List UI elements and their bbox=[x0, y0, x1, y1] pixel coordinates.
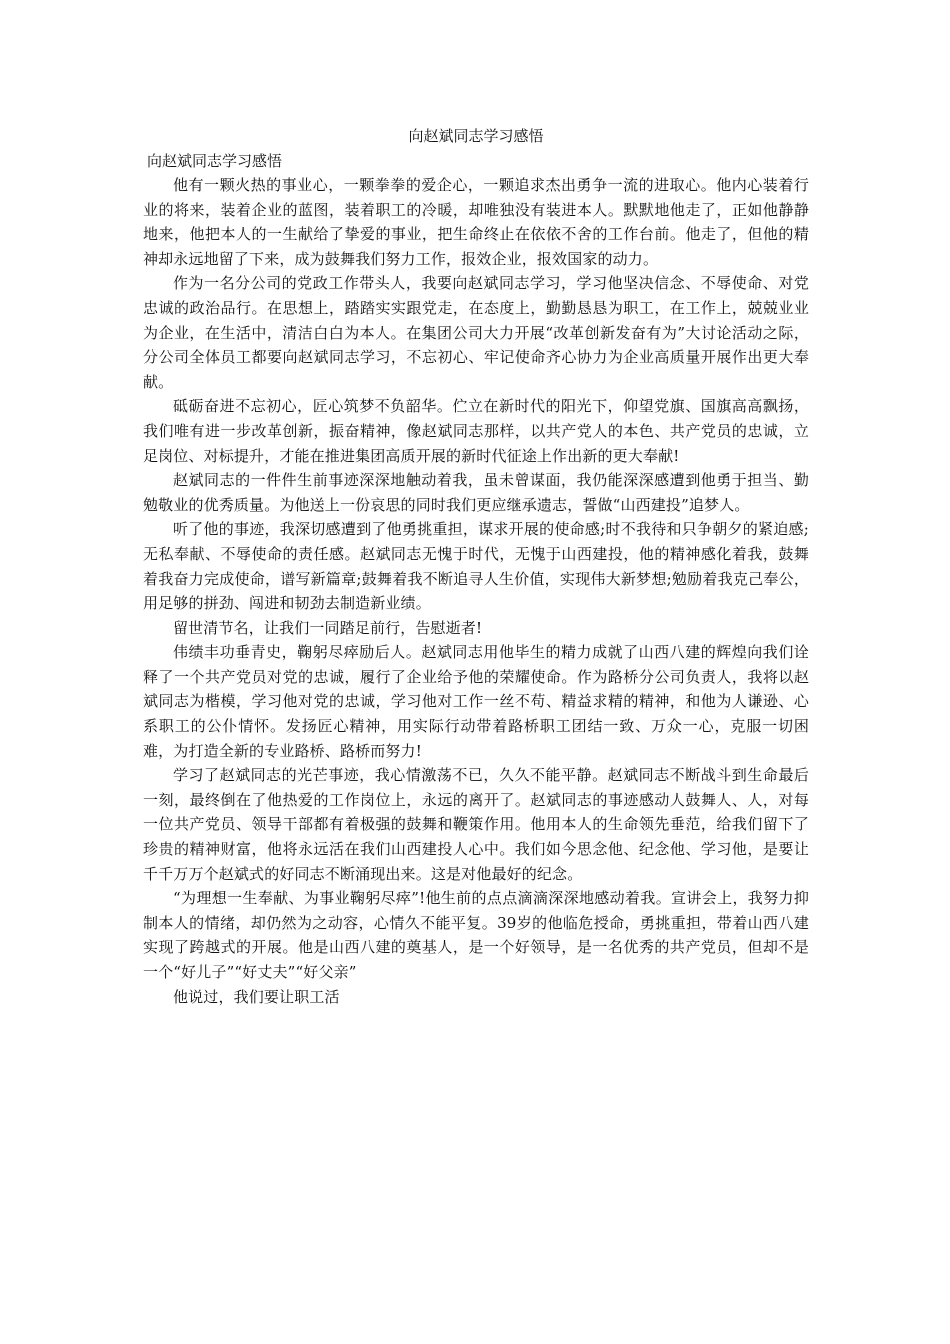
paragraph-10: 他说过，我们要让职工活 bbox=[173, 987, 340, 1006]
paragraph-2: 作为一名分公司的党政工作带头人，我要向赵斌同志学习，学习他坚决信念、不辱使命、对党忠诚的政治品行。在思想上，踏踏实实跟党走，在态度上，勤勤恳恳为职工，在工作上，兢兢业业为企业，在生活中，清洁白白为本人。在集团公司大力开展“改革创新发奋有为”大讨论活动之际，分公司全体员工都要向赵斌同志学习，不忘初心、牢记使命齐心协力为企业高质量开展作出更大奉献。 bbox=[143, 274, 809, 391]
paragraph-8: 学习了赵斌同志的光芒事迹，我心情激荡不已，久久不能平静。赵斌同志不断战斗到生命最后一刻，最终倒在了他热爱的工作岗位上，永远的离开了。赵斌同志的事迹感动人鼓舞人、人，对每一位共产党员、领导干部都有着极强的鼓舞和鞭策作用。他用本人的生命领先垂范，给我们留下了珍贵的精神财富，他将永远活在我们山西建投人心中。我们如今思念他、纪念他、学习他，是要让千千万万个赵斌式的好同志不断涌现出来。这是对他最好的纪念。 bbox=[143, 766, 809, 883]
paragraph-4: 赵斌同志的一件件生前事迹深深地触动着我，虽未曾谋面，我仍能深深感遭到他勇于担当、勤勉敬业的优秀质量。为他送上一份哀思的同时我们更应继承遗志，誓做“山西建投”追梦人。 bbox=[143, 471, 809, 514]
document-title: 向赵斌同志学习感悟 bbox=[408, 127, 544, 145]
paragraph-6: 留世清节名，让我们一同踏足前行，告慰逝者! bbox=[173, 618, 483, 637]
paragraph-9: “为理想一生奉献、为事业鞠躬尽瘁”!他生前的点点滴滴深深地感动着我。宣讲会上，我努力抑制本人的情绪，却仍然为之动容，心情久不能平复。39岁的他临危授命，勇挑重担，带着山西八建实现了跨越式的开展。他是山西八建的奠基人，是一个好领导，是一名优秀的共产党员，但却不是一个“好儿子”“好丈夫”“好父亲” bbox=[143, 889, 809, 981]
document-subtitle: 向赵斌同志学习感悟 bbox=[147, 152, 283, 170]
paragraph-5: 听了他的事迹，我深切感遭到了他勇挑重担，谋求开展的使命感;时不我待和只争朝夕的紧迫感;无私奉献、不辱使命的责任感。赵斌同志无愧于时代，无愧于山西建投，他的精神感化着我，鼓舞着我奋力完成使命，谱写新篇章;鼓舞着我不断追寻人生价值，实现伟大新梦想;勉励着我克己奉公，用足够的拼劲、闯进和韧劲去制造新业绩。 bbox=[143, 520, 809, 613]
document-page bbox=[143, 123, 809, 1009]
paragraph-3: 砥砺奋进不忘初心，匠心筑梦不负韶华。伫立在新时代的阳光下，仰望党旗、国旗高高飘扬，我们唯有进一步改革创新，振奋精神，像赵斌同志那样，以共产党人的本色、共产党员的忠诚，立足岗位、对标提升，才能在推进集团高质开展的新时代征途上作出新的更大奉献! bbox=[143, 397, 809, 465]
paragraph-7: 伟绩丰功垂青史，鞠躬尽瘁励后人。赵斌同志用他毕生的精力成就了山西八建的辉煌向我们诠释了一个共产党员对党的忠诚，履行了企业给予他的荣耀使命。作为路桥分公司负责人，我将以赵斌同志为楷模，学习他对党的忠诚，学习他对工作一丝不苟、精益求精的精神，和他为人谦逊、心系职工的公仆情怀。发扬匠心精神，用实际行动带着路桥职工团结一致、万众一心，克服一切困难，为打造全新的专业路桥、路桥而努力! bbox=[143, 643, 809, 760]
paragraph-1: 他有一颗火热的事业心，一颗拳拳的爱企心，一颗追求杰出勇争一流的进取心。他内心装着行业的将来，装着企业的蓝图，装着职工的冷暖，却唯独没有装进本人。默默地他走了，正如他静静地来，他把本人的一生献给了挚爱的事业，把生命终止在依依不舍的工作台前。他走了，但他的精神却永远地留了下来，成为鼓舞我们努力工作，报效企业，报效国家的动力。 bbox=[143, 176, 809, 268]
